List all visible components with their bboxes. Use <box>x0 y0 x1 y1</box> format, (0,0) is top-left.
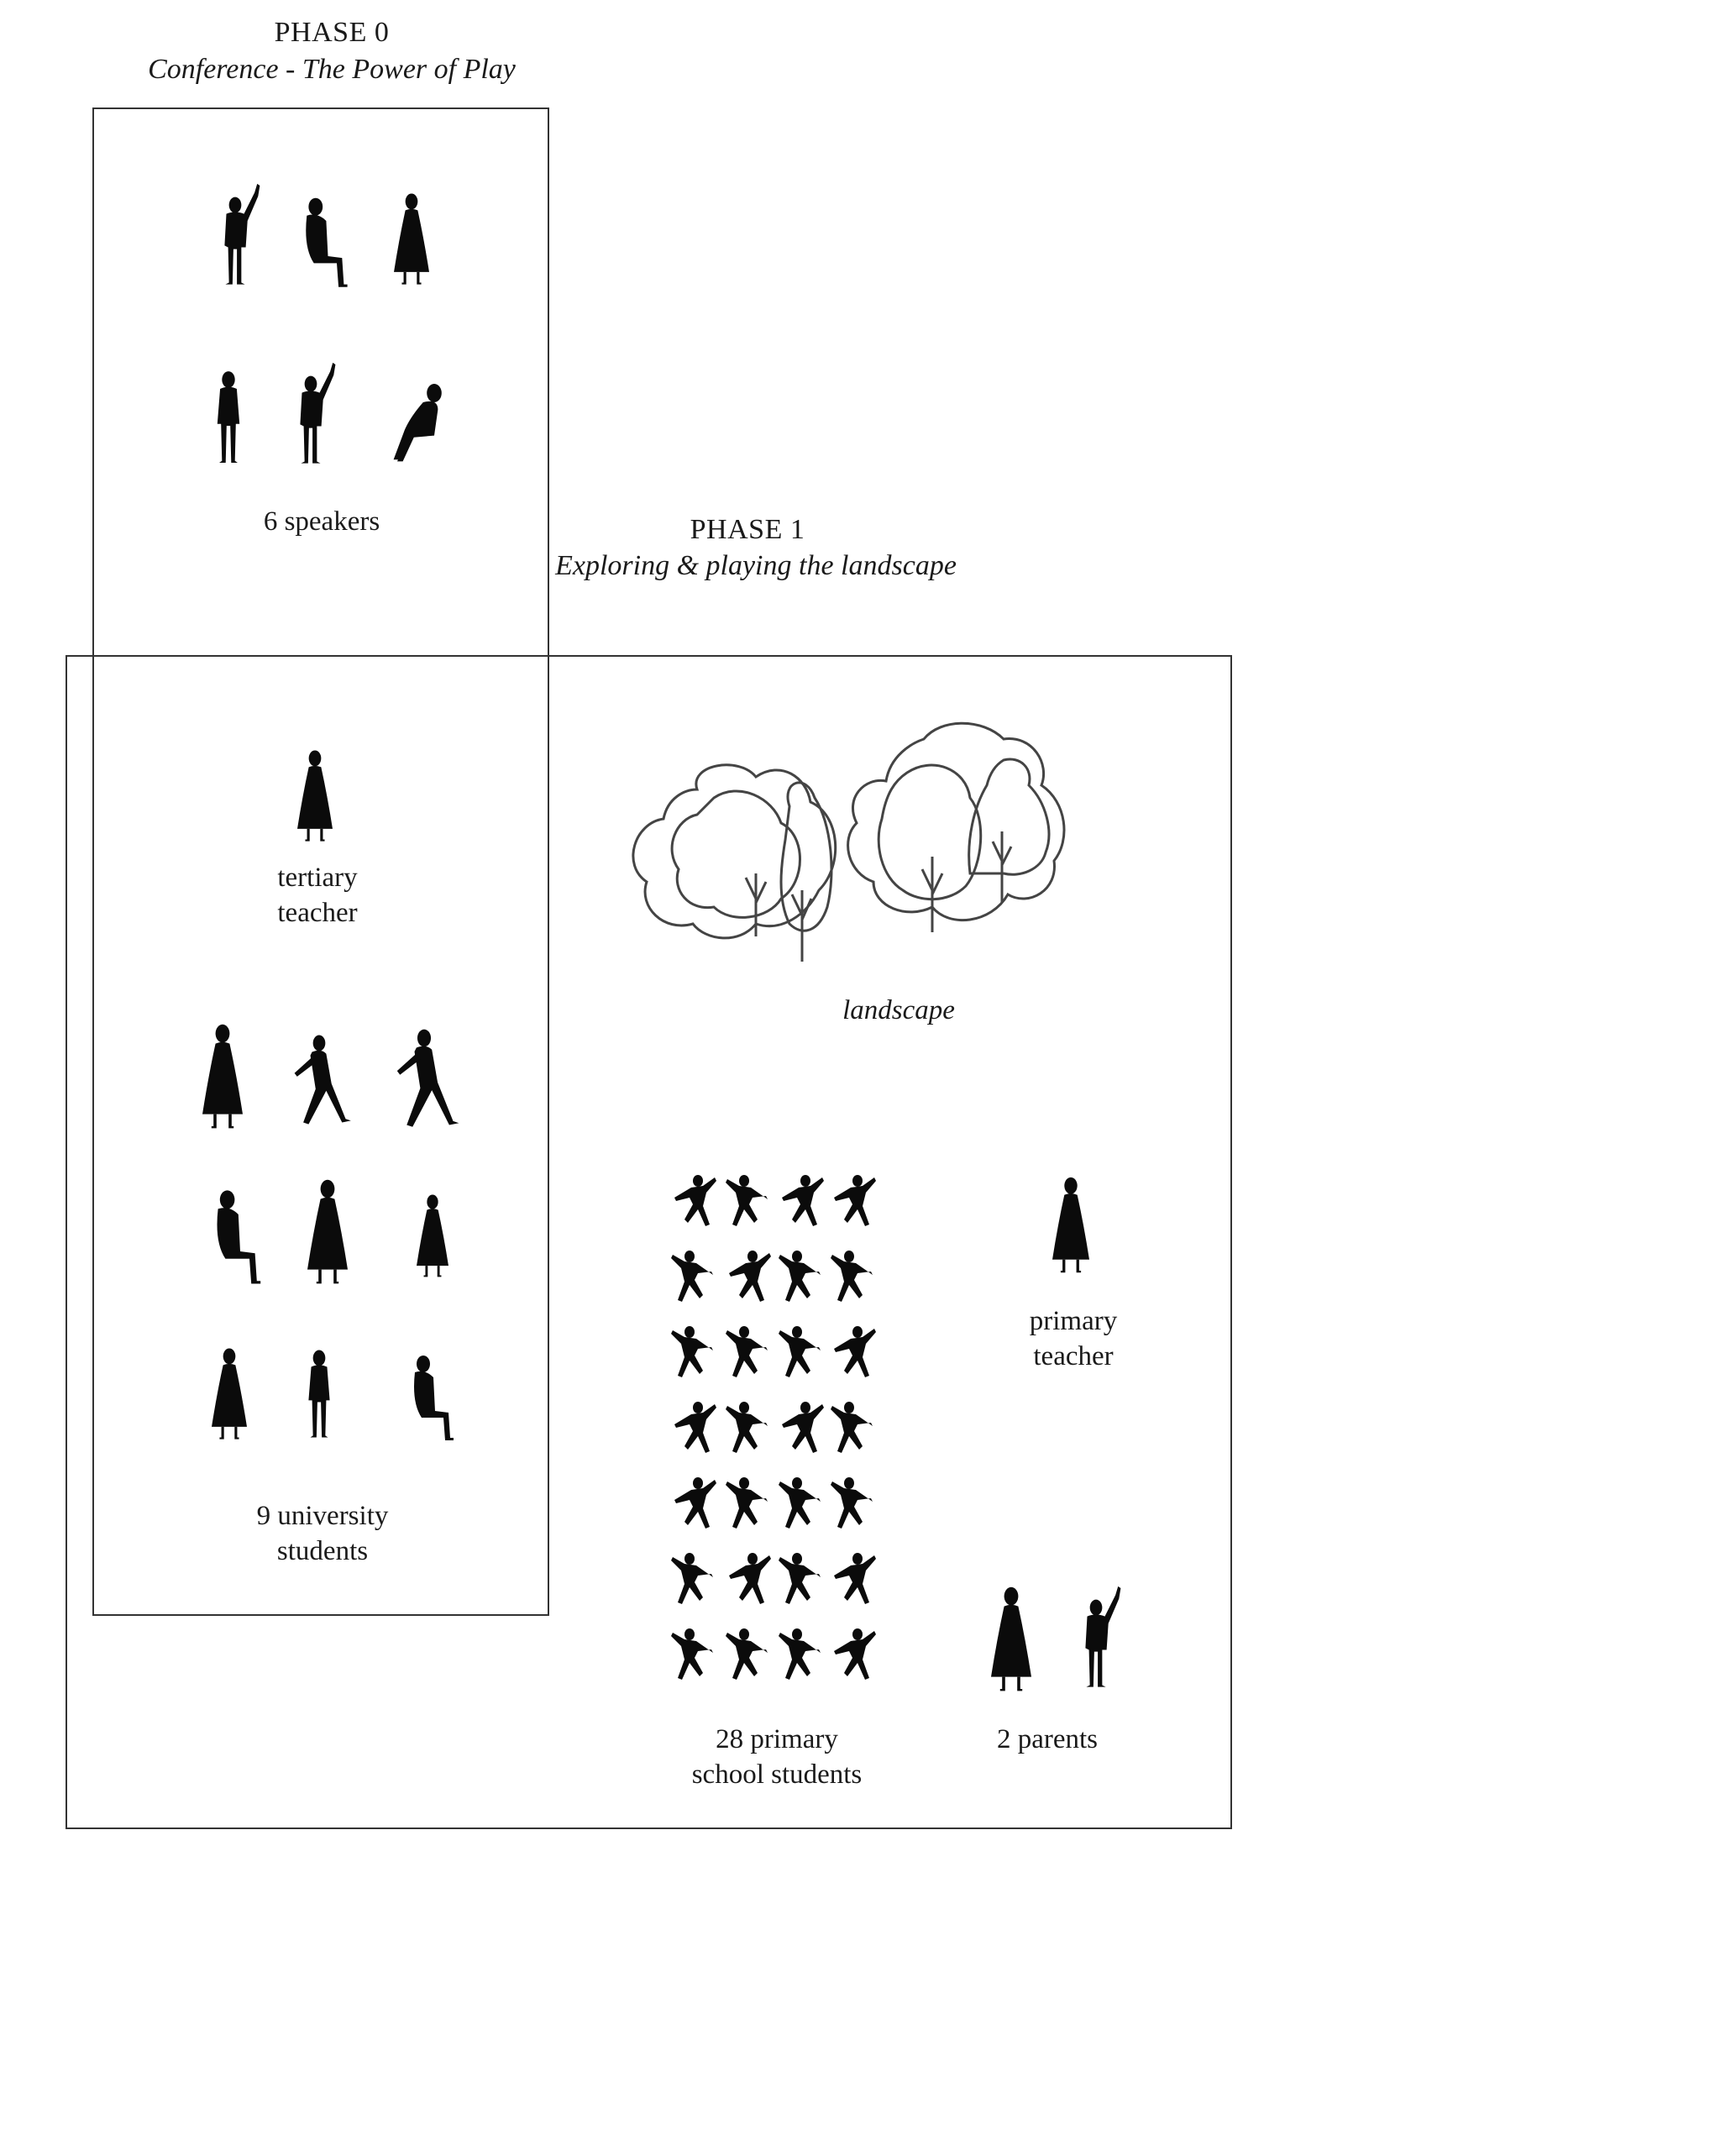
parents-label: 2 parents <box>996 1724 1099 1754</box>
tertiary-teacher-line1: tertiary <box>277 863 358 893</box>
university-student-figure <box>307 1180 348 1284</box>
primary-teacher-line2: teacher <box>1033 1341 1114 1371</box>
speaker-figure <box>394 384 442 461</box>
tertiary-teacher-figure <box>297 750 333 841</box>
primary-student-figure <box>674 1402 716 1453</box>
primary-student-figure <box>831 1477 873 1529</box>
university-student-figure <box>414 1356 454 1440</box>
university-student-figure <box>397 1030 459 1127</box>
primary-student-figure <box>831 1402 873 1453</box>
primary-student-figure <box>726 1175 768 1226</box>
primary-students-group <box>671 1175 876 1680</box>
primary-student-figure <box>779 1477 821 1529</box>
primary-student-figure <box>671 1628 713 1680</box>
tree-canopy <box>878 765 981 899</box>
phase1-title: PHASE 1 <box>690 514 805 545</box>
primary-student-figure <box>726 1477 768 1529</box>
phase1-subtitle: Exploring & playing the landscape <box>555 550 957 581</box>
tree-canopy <box>969 759 1049 874</box>
university-student-figure <box>212 1348 247 1439</box>
university-student-figure <box>308 1350 329 1438</box>
tertiary-teacher-line2: teacher <box>277 898 358 928</box>
speakers-label: 6 speakers <box>263 506 380 537</box>
primary-students-line2: school students <box>691 1759 863 1790</box>
primary-student-figure <box>671 1251 713 1302</box>
primary-student-figure <box>671 1553 713 1604</box>
primary-student-figure <box>834 1628 876 1680</box>
primary-student-figure <box>782 1402 824 1453</box>
primary-teacher-line1: primary <box>1029 1306 1118 1336</box>
speaker-figure <box>218 371 239 463</box>
primary-student-figure <box>779 1628 821 1680</box>
university-students-group <box>202 1025 459 1440</box>
parent-figure <box>1085 1586 1120 1687</box>
landscape-drawing <box>633 723 1064 962</box>
tree-trunk <box>746 873 766 936</box>
tree-trunk <box>792 890 811 962</box>
university-student-figure <box>218 1190 261 1283</box>
primary-student-figure <box>726 1402 768 1453</box>
university-students-line1: 9 university <box>256 1501 389 1531</box>
primary-student-figure <box>671 1326 713 1377</box>
primary-student-figure <box>674 1477 716 1529</box>
primary-student-figure <box>729 1251 771 1302</box>
primary-student-figure <box>729 1553 771 1604</box>
primary-student-figure <box>834 1326 876 1377</box>
primary-student-figure <box>726 1326 768 1377</box>
primary-student-figure <box>834 1175 876 1226</box>
primary-teacher-figure <box>1052 1177 1089 1272</box>
primary-student-figure <box>782 1175 824 1226</box>
parents-group <box>991 1586 1120 1691</box>
university-student-figure <box>417 1195 448 1277</box>
primary-student-figure <box>779 1326 821 1377</box>
speaker-figure <box>300 363 335 464</box>
primary-student-figure <box>726 1628 768 1680</box>
speakers-group <box>218 184 442 464</box>
university-students-line2: students <box>276 1536 369 1566</box>
speaker-figure <box>224 184 260 285</box>
parent-figure <box>991 1587 1031 1691</box>
tree-trunk <box>922 857 942 932</box>
primary-student-figure <box>779 1251 821 1302</box>
primary-student-figure <box>831 1251 873 1302</box>
speaker-figure <box>394 193 429 284</box>
phase0-subtitle: Conference - The Power of Play <box>148 54 516 85</box>
primary-student-figure <box>834 1553 876 1604</box>
tree-canopy <box>672 791 800 917</box>
primary-student-figure <box>674 1175 716 1226</box>
primary-student-figure <box>779 1553 821 1604</box>
speaker-figure <box>306 198 347 287</box>
landscape-label: landscape <box>842 995 955 1025</box>
primary-students-line1: 28 primary <box>716 1724 838 1754</box>
phase0-title: PHASE 0 <box>274 17 390 48</box>
university-student-figure <box>202 1025 243 1129</box>
university-student-figure <box>295 1036 351 1125</box>
tree-trunk <box>993 831 1011 903</box>
